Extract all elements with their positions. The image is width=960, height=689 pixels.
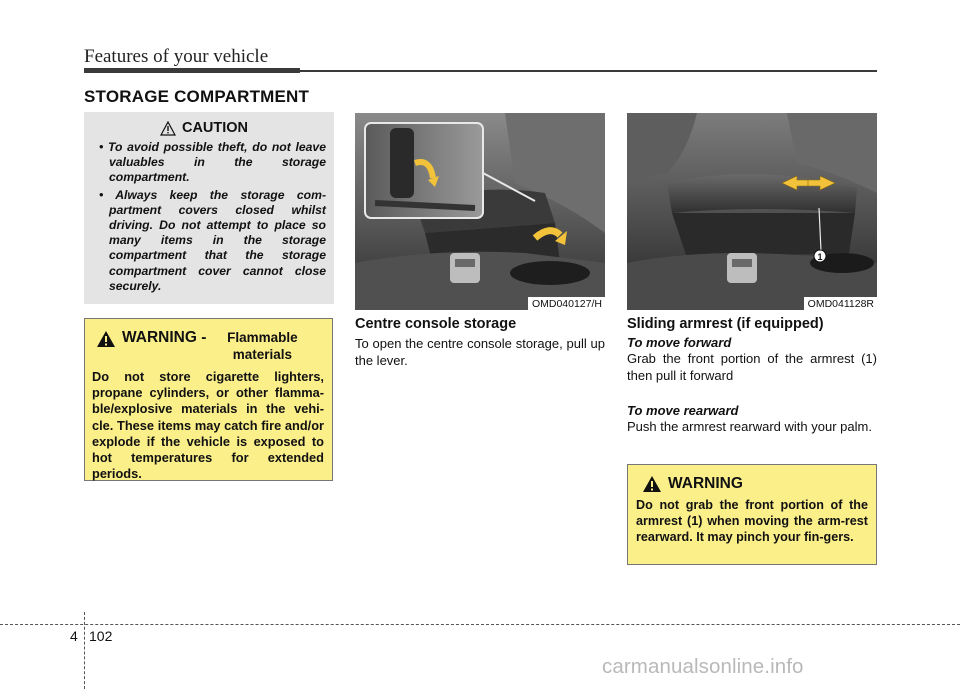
warning-triangle-icon	[642, 475, 662, 493]
centre-console-photo	[355, 113, 605, 310]
callout-number: 1	[817, 252, 823, 262]
warning-pinch-box	[627, 464, 877, 565]
move-rearward-label: To move rearward	[627, 403, 739, 418]
warning-flammable-body: Do not store cigarette lighters, propane cylinders, or other flamma-ble/explosive materials in the vehi-cle. These items may catch fire and/or explode if the vehicle is exposed to hot temperatures for extended periods.	[92, 369, 324, 482]
caution-triangle-icon	[160, 121, 176, 136]
caution-box	[84, 112, 334, 304]
footer-divider	[84, 612, 85, 689]
sliding-armrest-title: Sliding armrest (if equipped)	[627, 316, 824, 332]
header-title: Features of your vehicle	[84, 46, 269, 67]
footer-chapter: 4	[70, 628, 78, 644]
photo-code: OMD041128R	[804, 297, 877, 310]
centre-console-title: Centre console storage	[355, 316, 517, 332]
header-bar	[84, 68, 300, 73]
photo-code: OMD040127/H	[528, 297, 605, 310]
warning-sublabel: Flammable materials	[227, 330, 298, 362]
caution-item: • Always keep the storage com-partment covers closed whilst driving. Do not attempt to place so many items in the storage compartment that the storage compartment cover cannot close securely.	[99, 187, 327, 293]
warning-flammable-header	[96, 329, 324, 363]
centre-console-illustration	[355, 113, 605, 310]
header-rule	[300, 70, 877, 72]
caution-item: • To avoid possible theft, do not leave valuables in the storage compartment.	[99, 140, 326, 185]
footer-rule	[0, 624, 960, 625]
centre-console-body: To open the centre console storage, pull up the lever.	[355, 336, 605, 368]
sliding-armrest-illustration	[627, 113, 877, 310]
footer-page-number: 102	[89, 628, 113, 644]
move-forward-body: Grab the front portion of the armrest (1) then pull it forward	[627, 351, 877, 383]
caution-item-text: To avoid possible theft, do not leave valuables in the storage compartment.	[107, 140, 326, 185]
watermark: carmanualsonline.info	[602, 655, 804, 678]
warning-pinch-body: Do not grab the front portion of the armrest (1) when moving the arm-rest rearward. It may pinch your fin-gers.	[636, 498, 868, 544]
warning-label: WARNING -	[122, 329, 207, 346]
warning-triangle-icon	[96, 330, 116, 348]
warning-pinch-header	[642, 475, 868, 493]
caution-label: CAUTION	[181, 120, 249, 136]
sliding-armrest-photo	[627, 113, 877, 310]
warning-flammable-box	[84, 318, 333, 481]
caution-list	[92, 140, 326, 294]
section-title: STORAGE COMPARTMENT	[84, 87, 310, 106]
warning-label: WARNING	[668, 475, 743, 492]
move-forward-label: To move forward	[627, 335, 732, 350]
caution-item-text: Always keep the storage com-partment covers closed whilst driving. Do not attempt to place so many items in the storage compartment that the storage compartment cover cannot close securely.	[109, 187, 327, 293]
caution-header	[82, 120, 326, 136]
move-rearward-body: Push the armrest rearward with your palm.	[627, 419, 872, 434]
